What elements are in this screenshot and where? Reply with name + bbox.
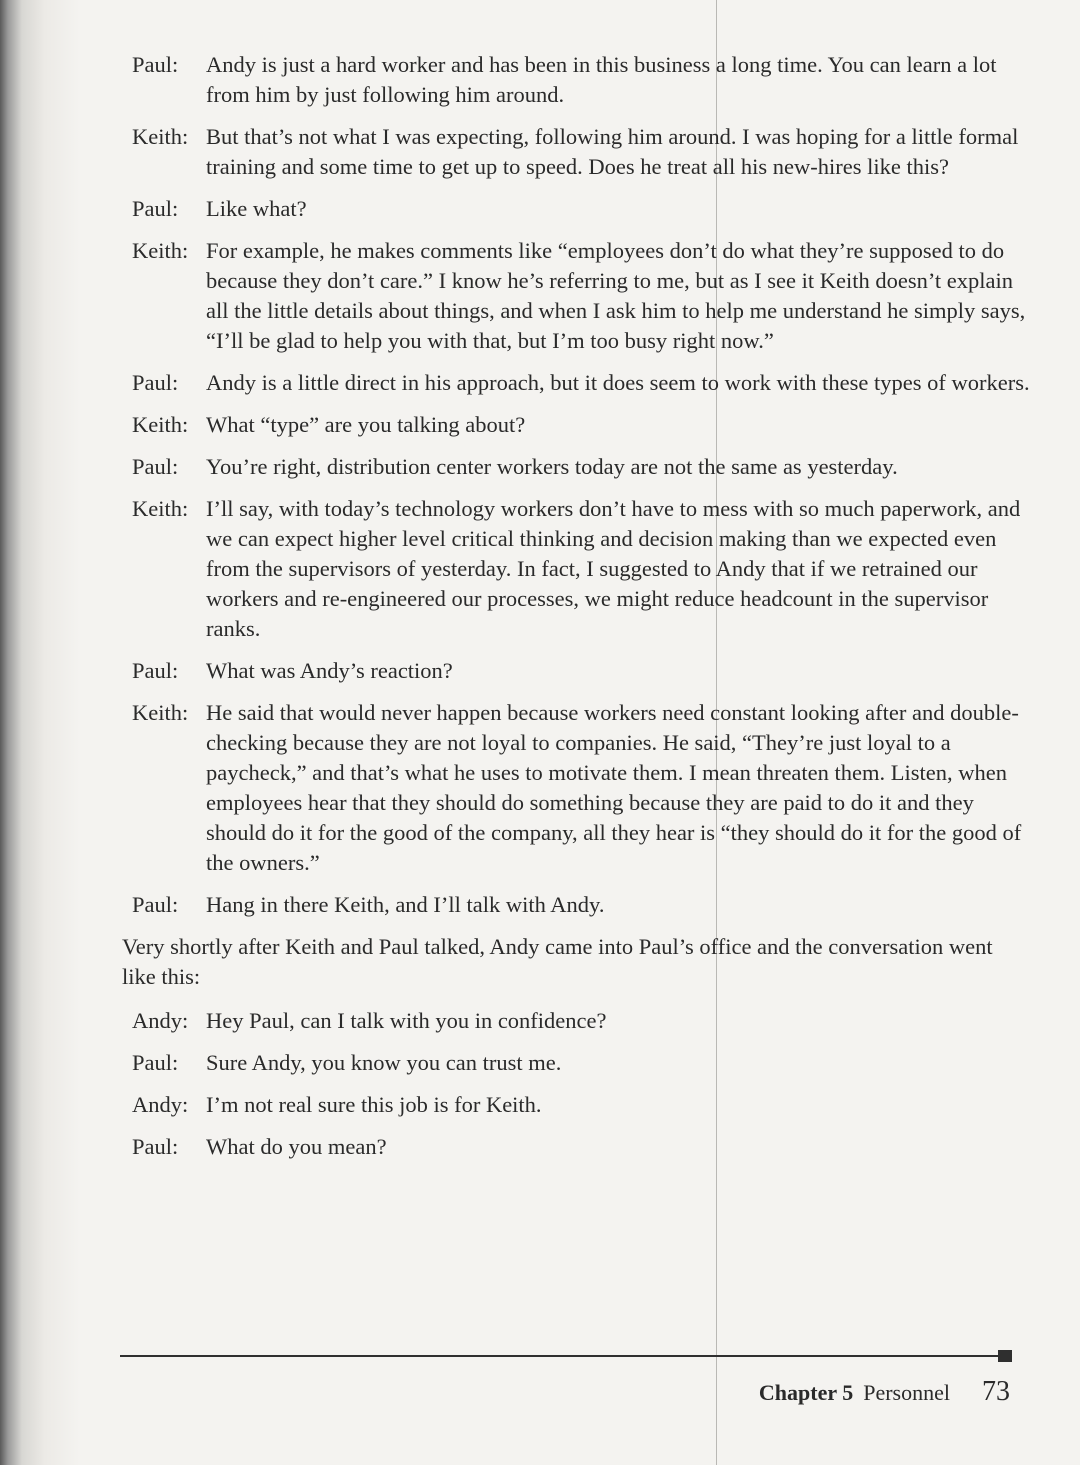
- footer-rule-end-marker: [998, 1350, 1012, 1362]
- speech-text: You’re right, distribution center workers today are not the same as yesterday.: [206, 454, 898, 479]
- speech-text: What do you mean?: [206, 1134, 387, 1159]
- footer-rule: [120, 1355, 1005, 1357]
- speaker-name: Keith:: [132, 496, 189, 521]
- dialogue-line: [122, 698, 1032, 878]
- dialogue-line: [122, 122, 1032, 182]
- speaker-name: Paul:: [132, 370, 179, 395]
- speaker-name: Paul:: [132, 196, 179, 221]
- speaker-name: Keith:: [132, 412, 189, 437]
- speech-text: What “type” are you talking about?: [206, 412, 526, 437]
- speech-text: For example, he makes comments like “employees don’t do what they’re supposed to do because they don’t care.” I know he’s referring to me, but as I see it Keith doesn’t explain all the little details about things, and when I ask him to help me understand he simply says, “I’ll be glad to help you with that, but I’m too busy right now.”: [206, 238, 1026, 353]
- speaker-name: Paul:: [132, 454, 179, 479]
- chapter-title: Personnel: [863, 1380, 950, 1405]
- speech-text: Andy is a little direct in his approach, but it does seem to work with these types of workers.: [206, 370, 1030, 395]
- dialogue-line: [122, 494, 1032, 644]
- chapter-label: Chapter 5: [758, 1380, 854, 1405]
- speaker-name: Andy:: [132, 1008, 189, 1033]
- dialogue-line: [122, 452, 1032, 482]
- speech-text: Andy is just a hard worker and has been in this business a long time. You can learn a lot from him by just following him around.: [206, 52, 997, 107]
- narration-paragraph: Very shortly after Keith and Paul talked, Andy came into Paul’s office and the conversation went like this:: [122, 934, 993, 989]
- speech-text: He said that would never happen because workers need constant looking after and double-checking because they are not loyal to companies. He said, “They’re just loyal to a paycheck,” and that’s what he uses to motivate them. I mean threaten them. Listen, when employees hear that they should do something because they are paid to do it and they should do it for the good of the company, all they hear is “they should do it for the good of the owners.”: [206, 700, 1022, 875]
- dialogue-line: [122, 1132, 1032, 1162]
- dialogue-line: [122, 410, 1032, 440]
- speaker-name: Paul:: [132, 52, 179, 77]
- speech-text: But that’s not what I was expecting, following him around. I was hoping for a little formal training and some time to get up to speed. Does he treat all his new-hires like this?: [206, 124, 1019, 179]
- page-number: 73: [982, 1376, 1010, 1407]
- speaker-name: Paul:: [132, 1134, 179, 1159]
- speaker-name: Paul:: [132, 892, 179, 917]
- dialogue-body: [122, 50, 1032, 1174]
- speech-text: I’m not real sure this job is for Keith.: [206, 1092, 542, 1117]
- dialogue-line: [122, 368, 1032, 398]
- speaker-name: Paul:: [132, 658, 179, 683]
- speech-text: Sure Andy, you know you can trust me.: [206, 1050, 562, 1075]
- dialogue-line: [122, 236, 1032, 356]
- dialogue-line: [122, 1006, 1032, 1036]
- dialogue-line: [122, 890, 1032, 920]
- dialogue-line: [122, 1090, 1032, 1120]
- speech-text: Like what?: [206, 196, 307, 221]
- dialogue-line: [122, 1048, 1032, 1078]
- speech-text: What was Andy’s reaction?: [206, 658, 453, 683]
- page-footer: [759, 1376, 1010, 1408]
- speaker-name: Paul:: [132, 1050, 179, 1075]
- speaker-name: Keith:: [132, 700, 189, 725]
- speaker-name: Keith:: [132, 238, 189, 263]
- speech-text: I’ll say, with today’s technology workers don’t have to mess with so much paperwork, and we can expect higher level critical thinking and decision making than we expected even from the supervisors of yesterday. In fact, I suggested to Andy that if we retrained our workers and re-engineered our processes, we might reduce headcount in the supervisor ranks.: [206, 496, 1021, 641]
- speech-text: Hang in there Keith, and I’ll talk with Andy.: [206, 892, 605, 917]
- speaker-name: Andy:: [132, 1092, 189, 1117]
- speaker-name: Keith:: [132, 124, 189, 149]
- speech-text: Hey Paul, can I talk with you in confidence?: [206, 1008, 607, 1033]
- dialogue-line: [122, 50, 1032, 110]
- dialogue-line: [122, 194, 1032, 224]
- dialogue-line: [122, 656, 1032, 686]
